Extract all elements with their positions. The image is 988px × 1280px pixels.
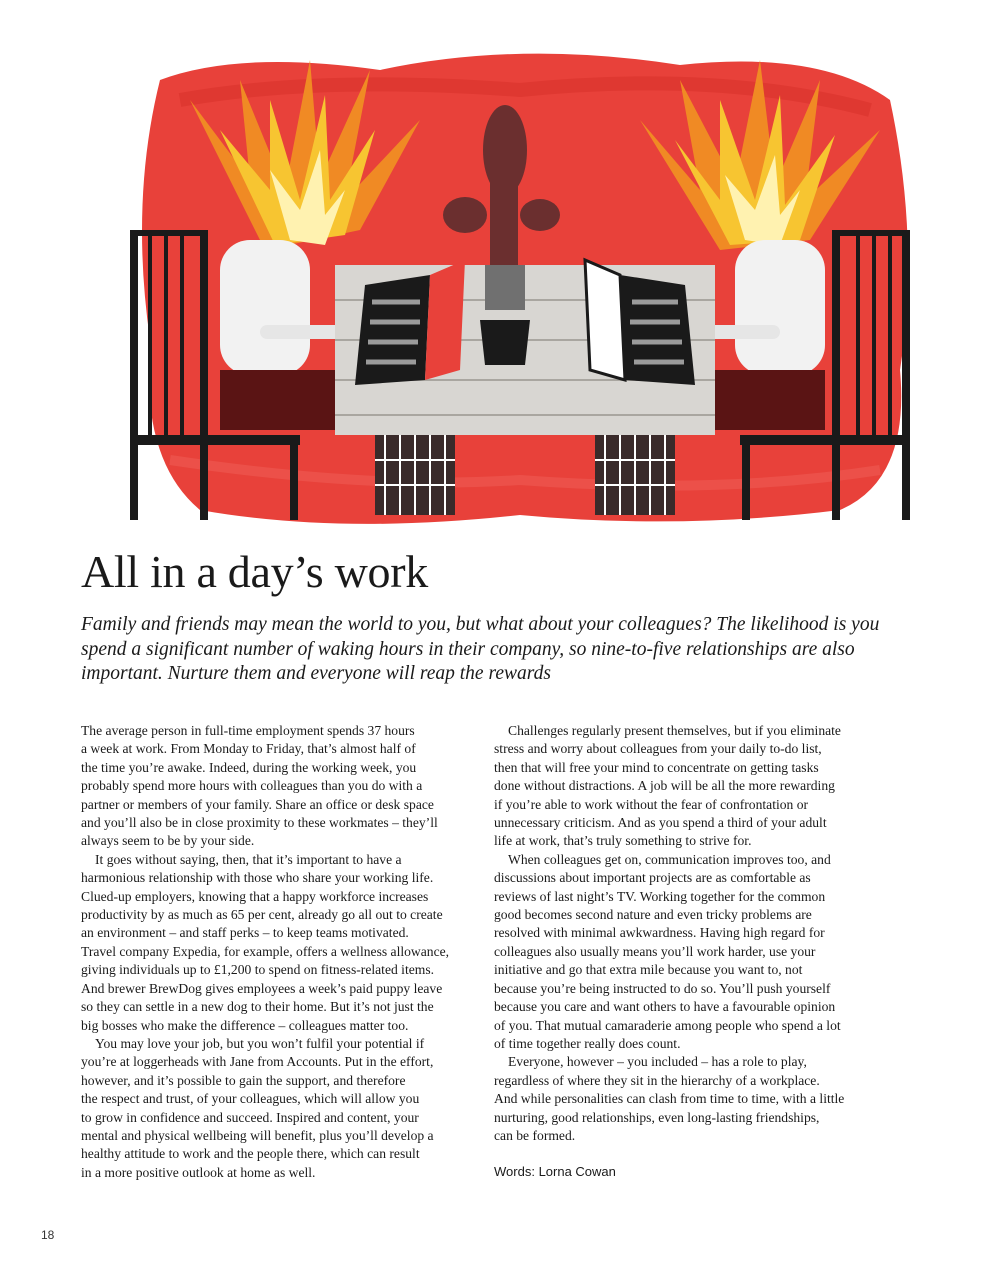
- byline-label: Words:: [494, 1164, 535, 1180]
- paragraph: You may love your job, but you won’t fulfil your potential if you’re at loggerheads with Jane from Accounts. Put in the effort, however, and it’s possible to gain the support, and therefore the respect and trust, of your colleagues, which will allow you to grow in confidence and succeed. Inspired and content, your mental and physical wellbeing will benefit, plus you’ll develop a healthy attitude to work and the people there, which can result in a more positive outlook at home as well.: [81, 1035, 434, 1180]
- paragraph: The average person in full-time employment spends 37 hours a week at work. From Monday to Friday, that’s almost half of the time you’re awake. Indeed, during the working week, you probably spend more hours with colleagues than you do with a partner or members of your family. Share an office or desk space and you’ll also be in close proximity to these workmates – they’ll always seem to be by your side.: [81, 723, 438, 849]
- illustration-colleagues-at-desk: [120, 40, 920, 540]
- article-title: All in a day’s work: [81, 546, 428, 597]
- left-column: [81, 722, 473, 1182]
- paragraph: Challenges regularly present themselves, but if you eliminate stress and worry about colleagues from your daily to-do list, then that will free your mind to concentrate on getting tasks done without distractions. A job will be all the more rewarding if you’re able to work without the fear of confrontation or unnecessary criticism. And as you spend a third of your adult life at work, that’s truly something to strive for.: [494, 723, 841, 849]
- article-standfirst: Family and friends may mean the world to you, but what about your colleagues? The likelihood is you spend a significant number of waking hours in their company, so nine-to-five relationships are also important. Nurture them and everyone will reap the rewards: [81, 614, 880, 684]
- paragraph: Everyone, however – you included – has a role to play, regardless of where they sit in the hierarchy of a workplace. And while personalities can clash from time to time, with a little nurturing, good relationships, even long-lasting friendships, can be formed.: [494, 1054, 845, 1143]
- right-column: [494, 722, 886, 1182]
- byline: [494, 1163, 886, 1181]
- byline-author: Lorna Cowan: [538, 1164, 616, 1180]
- paragraph: When colleagues get on, communication improves too, and discussions about important projects are as comfortable as reviews of last night’s TV. Working together for the common good becomes second nature and even tricky problems are resolved with minimal awkwardness. Having high regard for colleagues also usually means you’ll work harder, use your initiative and go that extra mile because you want to, not because you’re being instructed to do so. You’ll push yourself because you care and want others to have a favourable opinion of you. That mutual camaraderie among people who spend a lot of time together really does count.: [494, 851, 841, 1051]
- page-number: 18: [41, 1228, 55, 1242]
- paragraph: It goes without saying, then, that it’s important to have a harmonious relationship with those who share your working life. Clued-up employers, knowing that a happy workforce increases productivity by as much as 65 per cent, already go all out to create an environment – and staff perks – to keep teams motivated. Travel company Expedia, for example, offers a wellness allowance, giving individuals up to £1,200 to spend on fitness-related items. And brewer BrewDog gives employees a week’s paid puppy leave so they can settle in a new dog to their home. But it’s not just the big bosses who make the difference – colleagues matter too.: [81, 851, 450, 1033]
